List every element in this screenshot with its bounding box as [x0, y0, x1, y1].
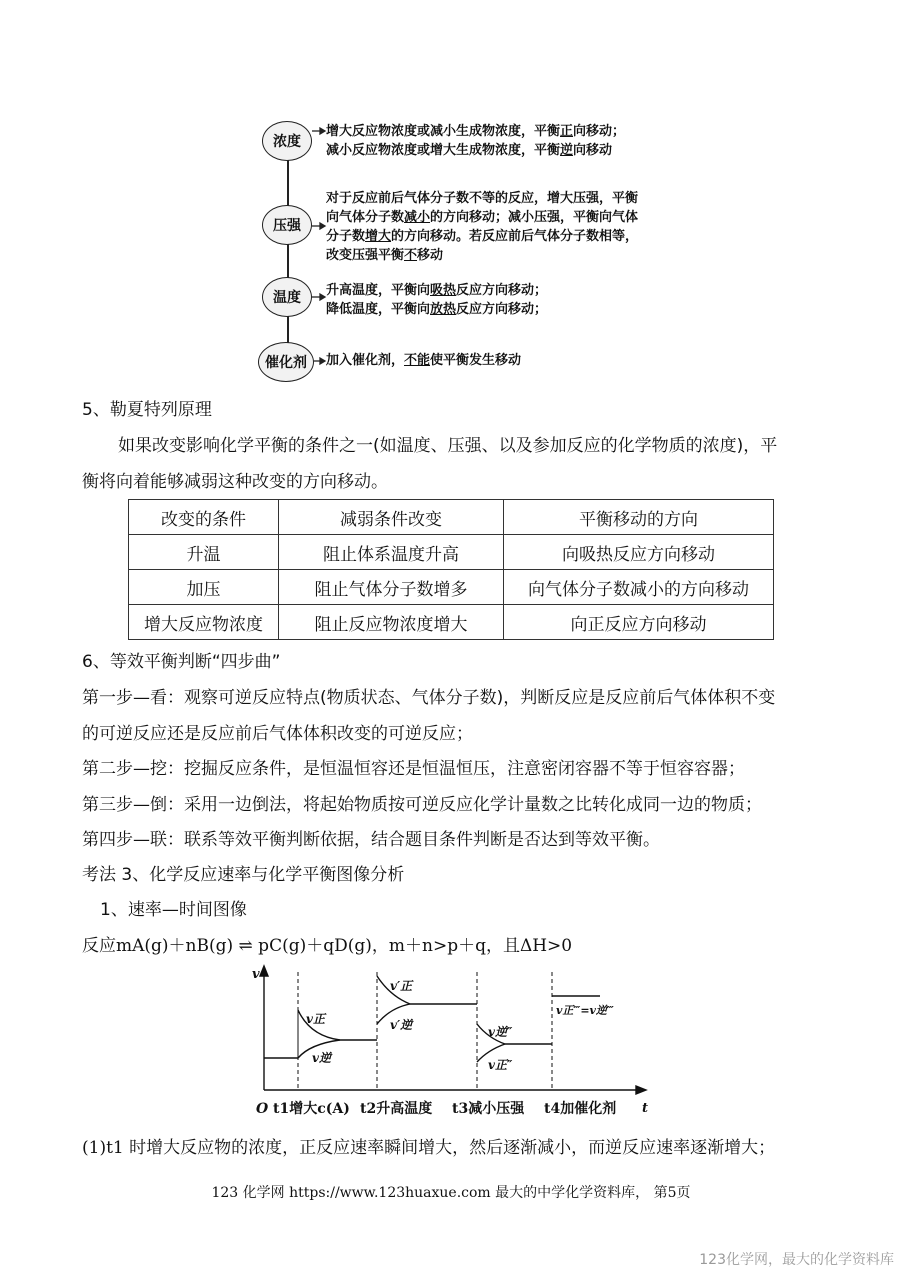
table-cell: 阻止气体分子数增多 — [279, 570, 504, 605]
mind-map-line — [326, 227, 638, 246]
mind-map-text-segment: 向移动 — [573, 143, 613, 158]
table-row — [129, 535, 774, 570]
mind-map-text-segment: 改变压强平衡 — [326, 248, 405, 263]
mind-map-text-segment: 降低温度，平衡向 — [326, 302, 431, 317]
section-6-heading: 6、等效平衡判断“四步曲” — [82, 652, 281, 672]
label-v-forward-1: v′正 — [390, 979, 413, 993]
label-v-reverse: v逆 — [312, 1051, 331, 1065]
table-cell: 向吸热反应方向移动 — [504, 535, 774, 570]
mind-map-key-term: 不 — [404, 248, 418, 263]
section-5-heading: 5、勒夏特列原理 — [82, 400, 212, 420]
x-axis-arrow — [636, 1086, 646, 1094]
step1-line1: 第一步—看：观察可逆反应特点(物质状态、气体分子数)，判断反应是反应前后气体体积不变 — [82, 688, 776, 708]
reaction-equation — [82, 934, 572, 958]
table-header-cell: 减弱条件改变 — [279, 500, 504, 535]
mind-map-line — [326, 122, 625, 141]
mind-map-key-term: 逆 — [560, 143, 574, 158]
x-label: t — [642, 1101, 649, 1116]
mind-map-text-segment: 增大反应物浓度或减小生成物浓度，平衡 — [326, 124, 561, 139]
table-header-row — [129, 500, 774, 535]
node-temperature-text — [326, 281, 547, 319]
mind-map-line — [326, 351, 521, 370]
watermark: 123化学网，最大的化学资料库 — [699, 1252, 894, 1268]
kf3-heading: 考法 3、化学反应速率与化学平衡图像分析 — [82, 865, 405, 885]
origin-label: O — [256, 1101, 269, 1117]
reaction-formula: mA(g)＋nB(g) ⇌ pC(g)＋qD(g)，m＋n>p＋q，且ΔH>0 — [116, 936, 573, 956]
step3: 第三步—倒：采用一边倒法，将起始物质按可逆反应化学计量数之比转化成同一边的物质； — [82, 795, 762, 815]
table-row — [129, 570, 774, 605]
mind-map-line — [326, 246, 638, 265]
mind-map-text-segment: 加入催化剂， — [326, 353, 405, 368]
table-header-cell: 平衡移动的方向 — [504, 500, 774, 535]
mind-map-text-segment: 向气体分子数 — [326, 210, 405, 225]
mind-map-text-segment: 反应方向移动； — [456, 302, 548, 317]
explain-1: (1)t1 时增大反应物的浓度，正反应速率瞬间增大，然后逐渐减小，而逆反应速率逐渐增大； — [82, 1138, 776, 1158]
step2: 第二步—挖：挖掘反应条件，是恒温恒容还是恒温恒压，注意密闭容器不等于恒容容器； — [82, 759, 745, 779]
mind-map-key-term: 减小 — [404, 210, 431, 225]
label-v-reverse-2: v逆″ — [488, 1025, 513, 1039]
table-cell: 向正反应方向移动 — [504, 605, 774, 640]
table-cell: 向气体分子数减小的方向移动 — [504, 570, 774, 605]
mind-map-key-term: 增大 — [365, 229, 392, 244]
label-v-forward: v正 — [306, 1012, 325, 1026]
table-cell: 加压 — [129, 570, 279, 605]
mind-map-line — [326, 141, 625, 160]
mind-map-key-term: 吸热 — [430, 283, 457, 298]
section-5-paragraph-line1: 如果改变影响化学平衡的条件之一(如温度、压强、以及参加反应的化学物质的浓度)，平 — [118, 436, 778, 456]
table-cell: 升温 — [129, 535, 279, 570]
reaction-prefix: 反应 — [82, 936, 116, 956]
tick-t2: t2升高温度 — [360, 1101, 433, 1117]
mind-map-text-segment: 的方向移动；减小压强，平衡向气体 — [430, 210, 639, 225]
node-temperature: 温度 — [262, 277, 312, 317]
y-label: v — [252, 967, 260, 982]
mind-map-text-segment: 对于反应前后气体分子数不等的反应，增大压强，平衡 — [326, 191, 639, 206]
table-cell: 阻止反应物浓度增大 — [279, 605, 504, 640]
le-chatelier-table — [128, 499, 774, 640]
node-catalyst-text — [326, 351, 521, 370]
mind-map-text-segment: 反应方向移动； — [456, 283, 548, 298]
tick-t3: t3减小压强 — [452, 1101, 525, 1117]
table-cell: 阻止体系温度升高 — [279, 535, 504, 570]
label-v-forward-2: v正″ — [488, 1058, 513, 1072]
mind-map-text-segment: 移动 — [417, 248, 444, 263]
tick-t4: t4加催化剂 — [544, 1101, 617, 1117]
mind-map-line — [326, 281, 547, 300]
mind-map-line — [326, 189, 638, 208]
table-header-cell: 改变的条件 — [129, 500, 279, 535]
table-cell: 增大反应物浓度 — [129, 605, 279, 640]
mind-map-key-term: 不能 — [404, 353, 431, 368]
step4: 第四步—联：联系等效平衡判断依据，结合题目条件判断是否达到等效平衡。 — [82, 830, 660, 850]
mind-map-line — [326, 300, 547, 319]
tick-t1: t1增大c(A) — [273, 1101, 350, 1117]
mind-map-text-segment: 减小反应物浓度或增大生成物浓度，平衡 — [326, 143, 561, 158]
mind-map-key-term: 放热 — [430, 302, 457, 317]
mind-map-text-segment: 升高温度，平衡向 — [326, 283, 431, 298]
node-concentration-text — [326, 122, 625, 160]
kf3-sub1: 1、速率—时间图像 — [100, 900, 247, 920]
rate-time-graph — [240, 958, 660, 1128]
mind-map-text-segment: 向移动； — [573, 124, 626, 139]
mind-map-key-term: 正 — [560, 124, 574, 139]
label-v-reverse-1: v′逆 — [390, 1018, 413, 1032]
node-catalyst: 催化剂 — [258, 342, 314, 382]
y-axis-arrow — [260, 966, 268, 976]
mind-map-text-segment: 的方向移动。若反应前后气体分子数相等， — [391, 229, 639, 244]
section-5-paragraph-line2: 衡将向着能够减弱这种改变的方向移动。 — [82, 472, 388, 492]
step1-line2: 的可逆反应还是反应前后气体体积改变的可逆反应； — [82, 724, 473, 744]
node-pressure-text — [326, 189, 638, 265]
node-concentration: 浓度 — [262, 121, 312, 161]
mind-map-line — [326, 208, 638, 227]
page-footer: 123 化学网 https://www.123huaxue.com 最大的中学化学资料库， 第5页 — [211, 1185, 691, 1201]
label-v-equal-3: v正‴=v逆‴ — [556, 1004, 614, 1017]
mind-map-text-segment: 分子数 — [326, 229, 366, 244]
table-row — [129, 605, 774, 640]
node-pressure: 压强 — [262, 205, 312, 245]
mind-map-text-segment: 使平衡发生移动 — [430, 353, 522, 368]
